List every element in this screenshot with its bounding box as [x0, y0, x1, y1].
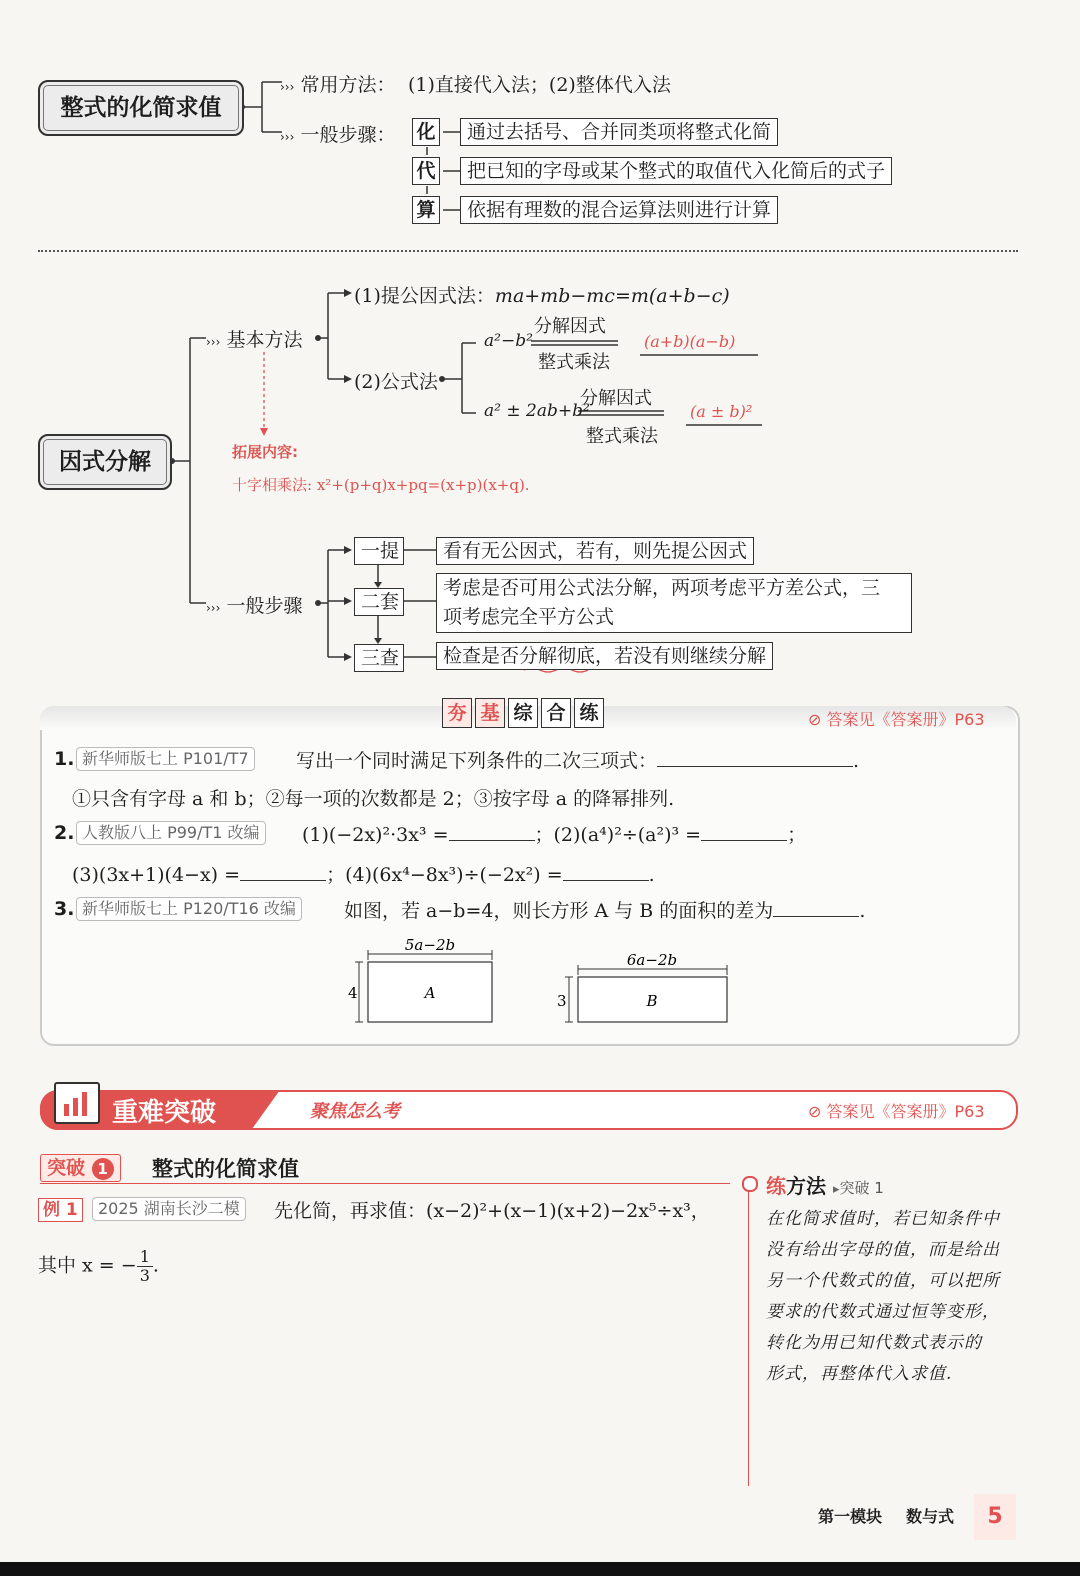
formula1-left: a²−b²: [484, 331, 533, 351]
step-key-hua: 化: [412, 118, 440, 146]
fraction-denominator: 3: [139, 1266, 150, 1285]
q1-tag: 新华师版七上 P101/T7: [76, 747, 255, 771]
q3-answer-blank[interactable]: [773, 898, 859, 917]
step-key-ertao: 二套: [354, 588, 404, 616]
practice-heading-char: 合: [541, 698, 571, 728]
method-divider: [748, 1176, 749, 1486]
q3-number: 3.: [54, 898, 75, 920]
method-line: 另一个代数式的值，可以把所: [766, 1271, 1000, 1291]
example-tag: 2025 湖南长沙二模: [92, 1197, 246, 1221]
breakthrough-topic: 整式的化简求值: [152, 1157, 299, 1181]
step-text-ertao-2: 项考虑完全平方公式: [443, 606, 615, 628]
q2-tag: 人教版八上 P99/T1 改编: [76, 821, 266, 845]
general-steps-label: 一般步骤: [226, 595, 303, 617]
breakthrough-answer-link[interactable]: [808, 1099, 985, 1122]
q2-number: 2.: [54, 822, 75, 844]
practice-heading-char: 基: [475, 698, 505, 728]
extension-text: 十字相乘法: x²+(p+q)x+pq=(x+p)(x+q).: [232, 476, 530, 494]
q2-part1: (1)(−2x)²·3x³ =: [302, 824, 449, 846]
rect-A-name: A: [424, 984, 436, 1002]
formula2-right: (a ± b)²: [690, 402, 753, 421]
link-icon: ⊘: [808, 710, 822, 729]
formula1-top: 分解因式: [534, 316, 606, 337]
step-key-dai: 代: [412, 157, 440, 185]
basic-methods-label: 基本方法: [226, 329, 303, 351]
q2-part4: (4)(6x⁴−8x³)÷(−2x²) =: [345, 864, 563, 886]
practice-answer-link[interactable]: [808, 707, 985, 730]
common-methods-label: 常用方法：: [300, 74, 396, 96]
step-text-dai: 把已知的字母或某个整式的取值代入化简后的式子: [460, 157, 892, 185]
method-body: [766, 1204, 1000, 1390]
q1-answer-blank[interactable]: [657, 748, 853, 767]
example-text: 先化简，再求值：(x−2)²+(x−1)(x+2)−2x⁵÷x³，: [274, 1200, 710, 1222]
rectangles-figure: [340, 930, 740, 1030]
breakthrough-title: 重难突破: [112, 1098, 217, 1128]
step-key-sancha: 三查: [354, 644, 404, 672]
step-key-yiti: 一提: [354, 537, 404, 565]
step-text-hua: 通过去括号、合并同类项将整式化简: [460, 118, 778, 146]
step-text-suan: 依据有理数的混合运算法则进行计算: [460, 196, 778, 224]
practice-heading-char: 综: [508, 698, 538, 728]
q3-tag: 新华师版七上 P120/T16 改编: [76, 897, 302, 921]
step-text-yiti: 看有无公因式，若有，则先提公因式: [436, 537, 754, 565]
breakthrough-tag-label: 突破: [47, 1157, 86, 1179]
method-line: 形式，再整体代入求值.: [766, 1364, 953, 1384]
method-line: 要求的代数式通过恒等变形，: [766, 1302, 1000, 1322]
formula2-bottom: 整式乘法: [586, 426, 658, 447]
breakthrough-tag-number: 1: [92, 1158, 114, 1180]
rect-A-height-label: 4: [348, 984, 358, 1002]
common-methods-text: (1)直接代入法；(2)整体代入法: [408, 74, 671, 96]
rect-B-height-label: 3: [557, 992, 567, 1010]
q2-blank3[interactable]: [240, 862, 326, 881]
practice-heading: [442, 698, 604, 728]
step-text-sancha: 检查是否分解彻底，若没有则继续分解: [436, 642, 773, 670]
page-number: 5: [974, 1494, 1016, 1540]
method1-label: (1)提公因式法：: [354, 285, 495, 307]
section2-title: 因式分解: [38, 434, 172, 490]
q2-blank4[interactable]: [563, 862, 649, 881]
method-title-red: 练: [766, 1174, 786, 1198]
method-line: 没有给出字母的值，而是给出: [766, 1240, 1000, 1260]
example-line2: 其中 x = −: [38, 1254, 137, 1277]
practice-heading-char: 练: [574, 698, 604, 728]
footer-topic: 数与式: [906, 1507, 955, 1526]
rect-B-name: B: [646, 992, 658, 1010]
method2-label: (2)公式法: [354, 371, 438, 393]
q2-part2: (2)(a⁴)²÷(a²)³ =: [553, 824, 702, 846]
practice-heading-char: 夯: [442, 698, 472, 728]
q1-number: 1.: [54, 748, 75, 770]
fraction-numerator: 1: [137, 1248, 153, 1267]
method-title: 方法: [786, 1174, 826, 1198]
link-icon: ⊘: [808, 1102, 822, 1121]
q2-part3: (3)(3x+1)(4−x) =: [72, 864, 241, 886]
footer-module: 第一模块: [818, 1507, 883, 1526]
q3-text: 如图，若 a−b=4，则长方形 A 与 B 的面积的差为: [344, 900, 774, 922]
method-ref: 突破 1: [839, 1179, 884, 1197]
formula2-top: 分解因式: [580, 388, 652, 409]
example-label: 例 1: [38, 1198, 83, 1222]
rect-B-width-label: 6a−2b: [626, 951, 678, 969]
method1-formula: ma+mb−mc=m(a+b−c): [494, 285, 730, 307]
q1-conditions: ①只含有字母 a 和 b；②每一项的次数都是 2；③按字母 a 的降幂排列.: [72, 788, 675, 810]
method-line: 在化简求值时，若已知条件中: [766, 1209, 1000, 1229]
formula1-right: (a+b)(a−b): [644, 332, 736, 351]
formula2-left: a² ± 2ab+b²: [484, 401, 590, 421]
section-divider: [38, 250, 1018, 252]
q1-text: 写出一个同时满足下列条件的二次三项式：: [296, 750, 658, 772]
extension-label: 拓展内容:: [232, 443, 298, 461]
steps-label: 一般步骤：: [300, 124, 396, 146]
bullet-icon: [742, 1176, 758, 1192]
step-text-ertao-1: 考虑是否可用公式法分解，两项考虑平方差公式，三: [443, 577, 881, 599]
formula1-bottom: 整式乘法: [538, 352, 610, 373]
breakthrough-subtitle: 聚焦怎么考: [310, 1101, 400, 1122]
chart-icon: [54, 1082, 100, 1124]
practice-answer-ref: 答案见《答案册》P63: [826, 710, 985, 729]
step-key-suan: 算: [412, 196, 440, 224]
rect-A-width-label: 5a−2b: [404, 936, 456, 954]
breakthrough-answer-ref: 答案见《答案册》P63: [826, 1102, 985, 1121]
q2-blank1[interactable]: [449, 822, 535, 841]
q2-blank2[interactable]: [701, 822, 787, 841]
section1-title: 整式的化简求值: [38, 80, 244, 136]
method-line: 转化为用已知代数式表示的: [766, 1333, 982, 1353]
